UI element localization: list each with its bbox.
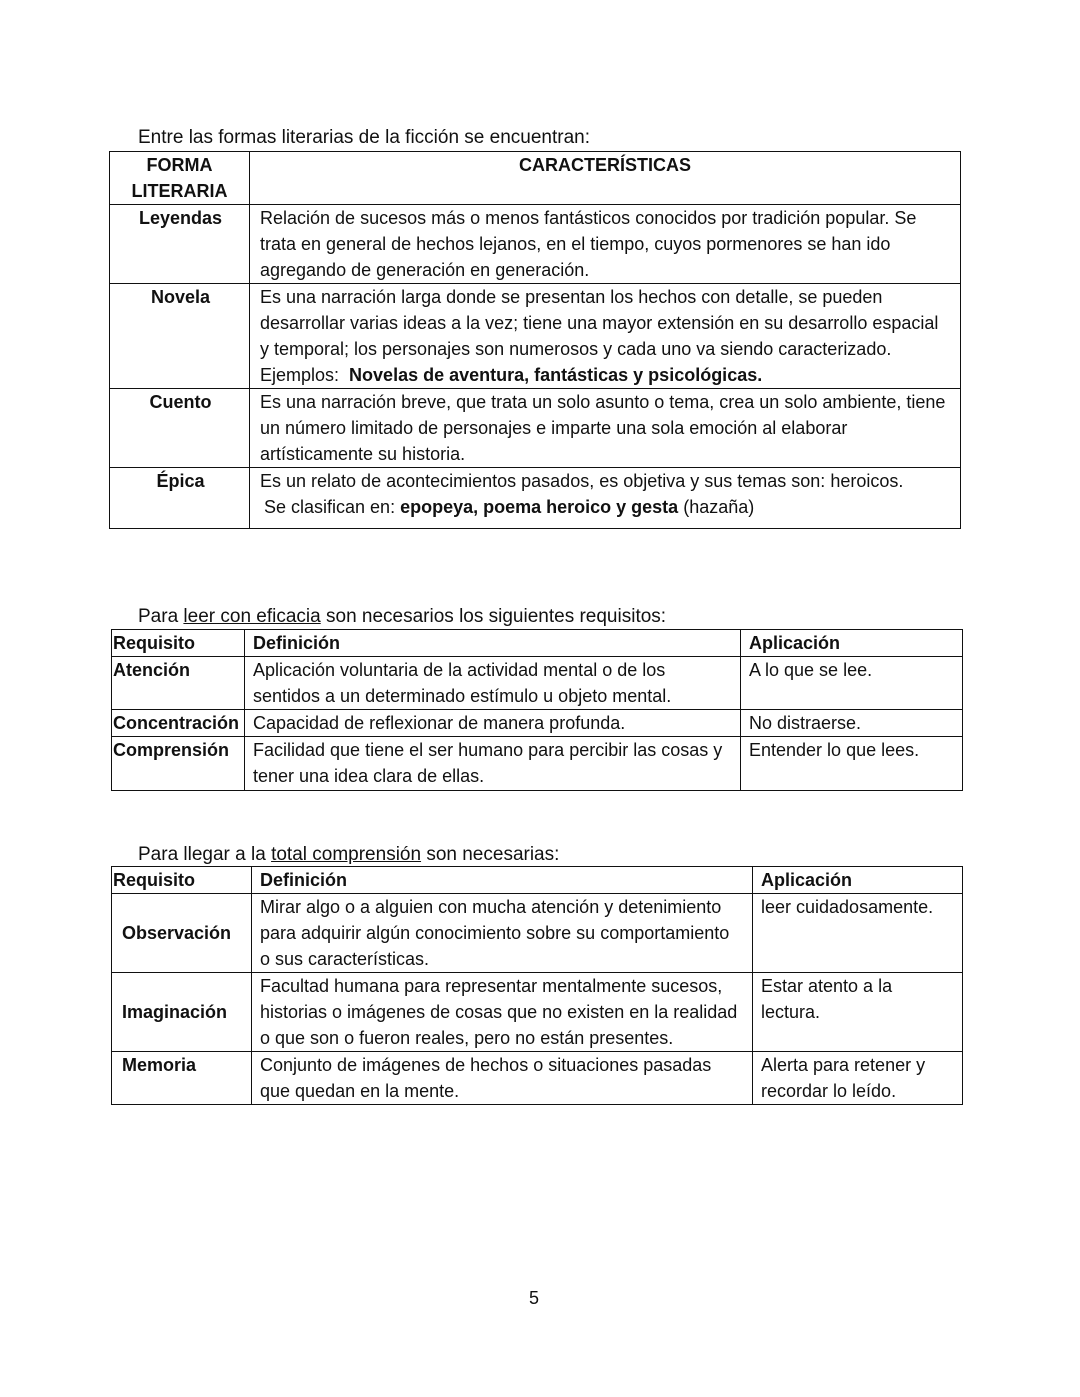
table-header-row [110,152,961,205]
requisito-cell: Atención [112,657,245,710]
reading-requirements-table [111,629,963,791]
section3-intro [138,843,559,867]
header-requisito: Requisito [112,867,252,894]
requisito-cell: Observación [112,894,252,973]
comprehension-table [111,866,963,1105]
requisito-cell: Memoria [112,1052,252,1105]
table-row [112,973,963,1052]
forma-novela: Novela [110,284,250,389]
table-header-row [112,867,963,894]
table-row [112,894,963,973]
novela-description: Es una narración larga donde se presentan los hechos con detalle, se pueden desarrollar varias ideas a la vez; tiene una mayor extensión en su desarrollo espacial y temporal; los personajes son numerosos y cada uno va siendo caracterizado. [260,287,939,359]
classification-label: Se clasifican en: [264,497,396,517]
section2-intro [138,605,666,629]
definicion-cell: Capacidad de reflexionar de manera profunda. [245,710,741,737]
aplicacion-cell: Entender lo que lees. [741,737,963,791]
header-aplicacion: Aplicación [753,867,963,894]
classification-tail: (hazaña) [683,497,755,517]
page-number: 5 [528,1288,539,1308]
text-leyendas: Relación de sucesos más o menos fantásticos conocidos por tradición popular. Se trata en general de hechos lejanos, en el tiempo, cuyos pormenores se han ido agregando de generación en generación. [250,205,961,284]
table-row [112,657,963,710]
header-requisito: Requisito [112,630,245,657]
examples-label: Ejemplos: [260,365,340,385]
requisito-cell: Comprensión [112,737,245,791]
header-definicion: Definición [252,867,753,894]
requisito-cell: Imaginación [112,973,252,1052]
intro-underlined: leer con eficacia [183,606,321,627]
text-epica [250,468,961,529]
definicion-cell: Facultad humana para representar mentalmente sucesos, historias o imágenes de cosas que no existen en la realidad o que son o fueron reales, pero no están presentes. [252,973,753,1052]
header-aplicacion: Aplicación [741,630,963,657]
section1-intro: Entre las formas literarias de la ficción se encuentran: [138,127,590,148]
table-row [112,1052,963,1105]
definicion-cell: Conjunto de imágenes de hechos o situaciones pasadas que quedan en la mente. [252,1052,753,1105]
table-row [110,284,961,389]
table-row [110,468,961,529]
forma-cuento: Cuento [110,389,250,468]
requisito-cell: Concentración [112,710,245,737]
table-row [110,389,961,468]
definicion-cell: Aplicación voluntaria de la actividad mental o de los sentidos a un determinado estímulo u objeto mental. [245,657,741,710]
novela-examples [260,362,952,388]
aplicacion-cell: A lo que se lee. [741,657,963,710]
aplicacion-cell: Alerta para retener y recordar lo leído. [753,1052,963,1105]
table-row [112,710,963,737]
table-header-row [112,630,963,657]
header-definicion: Definición [245,630,741,657]
header-forma: FORMA LITERARIA [110,152,250,205]
epica-description: Es un relato de acontecimientos pasados, es objetiva y sus temas son: heroicos. [260,471,904,491]
table-row [112,737,963,791]
forma-leyendas: Leyendas [110,205,250,284]
aplicacion-cell: Estar atento a la lectura. [753,973,963,1052]
intro-underlined: total comprensión [271,844,422,865]
header-caracteristicas: CARACTERÍSTICAS [250,152,961,205]
intro-pre: Para [138,606,179,627]
definicion-cell: Facilidad que tiene el ser humano para percibir las cosas y tener una idea clara de ellas. [245,737,741,791]
definicion-cell: Mirar algo o a alguien con mucha atención y detenimiento para adquirir algún conocimiento sobre su comportamiento o sus características. [252,894,753,973]
aplicacion-cell: leer cuidadosamente. [753,894,963,973]
intro-pre: Para llegar a la [138,844,266,865]
intro-post: son necesarios los siguientes requisitos: [326,606,667,627]
classification-bold: epopeya, poema heroico y gesta [400,497,679,517]
literary-forms-table [109,151,961,529]
intro-post: son necesarias: [426,844,560,865]
aplicacion-cell: No distraerse. [741,710,963,737]
forma-epica: Épica [110,468,250,529]
examples-bold: Novelas de aventura, fantásticas y psicológicas. [349,365,763,385]
epica-classification [260,494,952,520]
table-row [110,205,961,284]
text-cuento: Es una narración breve, que trata un solo asunto o tema, crea un solo ambiente, tiene un número limitado de personajes e imparte una sola emoción al elaborar artísticamente su historia. [250,389,961,468]
text-novela [250,284,961,389]
